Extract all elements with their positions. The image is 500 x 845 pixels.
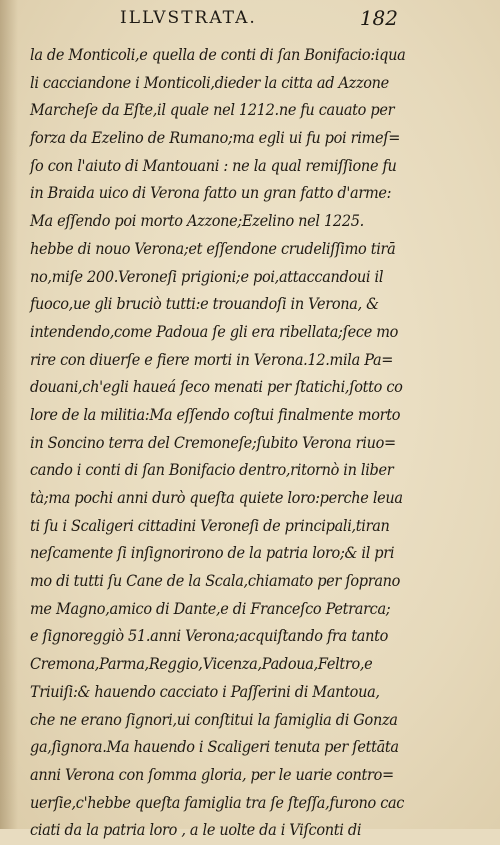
- text-line: e ſignoreggiò 51.anni Verona;acquiſtando fra tanto: [30, 627, 389, 646]
- text-line: hebbe di nouo Verona;et eſſendone crudeliſſimo tirā: [30, 239, 396, 258]
- page-header: [120, 8, 420, 34]
- text-line: fuoco,ue gli bruciò tutti:e trouandoſi in Verona, &: [30, 295, 379, 314]
- text-line: forza da Ezelino de Rumano;ma egli ui fu poi rimeſ=: [30, 129, 401, 148]
- text-line: Ma eſſendo poi morto Azzone;Ezelino nel 1225.: [30, 212, 364, 231]
- text-line: intendendo,come Padoua ſe gli era ribellata;ſece mo: [30, 322, 399, 341]
- text-line: neſcamente ſi inſignorirono de la patria loro;& il pri: [30, 544, 395, 563]
- text-line: ti ſu i Scaligeri cittadini Veroneſi de principali,tiran: [30, 516, 390, 535]
- text-line: lore de la militia:Ma eſſendo coſtui finalmente morto: [30, 405, 401, 424]
- text-line: no,miſe 200.Veroneſi prigioni;e poi,attaccandoui il: [30, 267, 384, 286]
- text-line: uerſie,c'hebbe queſta famiglia tra ſe ſteſſa,furono cac: [30, 793, 405, 812]
- text-line: me Magno,amico di Dante,e di Franceſco Petrarca;: [30, 599, 391, 618]
- text-line: ciati da la patria loro , a le uolte da i Viſconti di: [30, 821, 362, 840]
- text-line: douani,ch'egli haueá ſeco menati per ſtatichi,ſotto co: [30, 378, 403, 397]
- page-number: 182: [359, 6, 398, 30]
- text-line: tà;ma pochi anni durò queſta quiete loro:perche leua: [30, 489, 403, 507]
- text-line: Marcheſe da Eſte,il quale nel 1212.ne fu cauato per: [30, 101, 395, 120]
- text-line: anni Verona con ſomma gloria, per le uarie contro=: [30, 765, 394, 784]
- text-line: Cremona,Parma,Reggio,Vicenza,Padoua,Feltro,e: [30, 655, 373, 674]
- text-line: la de Monticoli,e quella de conti di ſan Bonifacio:iqua: [30, 46, 406, 64]
- running-head: ILLVSTRATA.: [120, 8, 257, 28]
- text-line: ſo con l'aiuto di Mantouani : ne la qual remiſſione fu: [30, 156, 397, 175]
- body-text: [30, 42, 430, 845]
- gutter-shadow: [0, 0, 18, 829]
- text-line: in Braida uico di Verona fatto un gran fatto d'arme:: [30, 184, 392, 203]
- text-line: in Soncino terra del Cremoneſe;ſubito Verona riuo=: [30, 433, 396, 452]
- text-line: ga,ſignora.Ma hauendo i Scaligeri tenuta per ſettāta: [30, 738, 399, 757]
- text-line: che ne erano ſignori,ui conſtitui la famiglia di Gonza: [30, 710, 398, 729]
- text-line: rire con diuerſe e fiere morti in Verona.12.mila Pa=: [30, 350, 394, 369]
- text-line: mo di tutti ſu Cane de la Scala,chiamato per ſoprano: [30, 572, 401, 591]
- text-line: li cacciandone i Monticoli,dieder la citta ad Azzone: [30, 73, 389, 92]
- text-line: Triuiſi:& hauendo cacciato i Paſſerini di Mantoua,: [30, 682, 380, 701]
- text-line: cando i conti di ſan Bonifacio dentro,ritornò in liber: [30, 461, 394, 480]
